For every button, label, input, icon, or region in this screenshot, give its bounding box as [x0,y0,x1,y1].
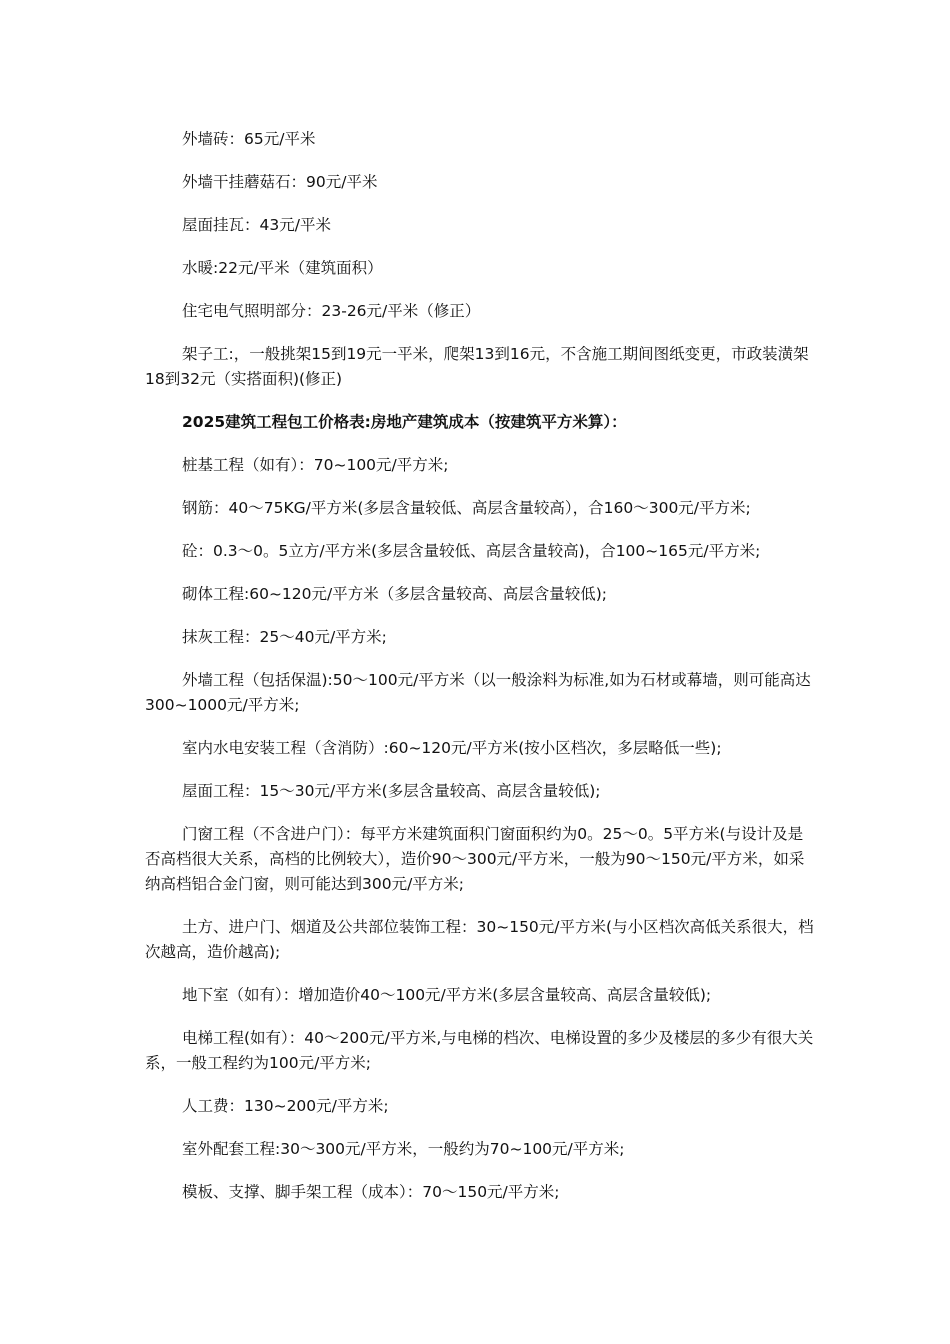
paragraph-doors-windows: 门窗工程（不含进户门）：每平方米建筑面积门窗面积约为0。25～0。5平方米(与设计及是否高档很大关系，高档的比例较大），造价90～300元/平方米，一般为90～150元/平方米，如采纳高档铝合金门窗，则可能达到300元/平方米; [145,825,805,893]
paragraph-roofing: 屋面工程：15～30元/平方米(多层含量较高、高层含量较低); [182,782,601,800]
paragraph-rebar: 钢筋：40～75KG/平方米(多层含量较低、高层含量较高），合160～300元/平方米; [182,499,751,517]
paragraph-pile-foundation: 桩基工程（如有）：70~100元/平方米; [182,456,449,474]
paragraph-exterior-wall: 外墙工程（包括保温):50～100元/平方米（以一般涂料为标准,如为石材或幕墙，则可能高达300~1000元/平方米; [145,671,811,714]
document-body [145,127,817,1223]
paragraph-electrical-lighting: 住宅电气照明部分：23-26元/平米（修正） [182,302,481,320]
paragraph-masonry: 砌体工程:60~120元/平方米（多层含量较高、高层含量较低); [182,585,608,603]
paragraph-exterior-tile: 外墙砖：65元/平米 [182,130,316,148]
paragraph-labor-cost: 人工费：130~200元/平方米; [182,1097,389,1115]
paragraph-exterior-stone: 外墙干挂蘑菇石：90元/平米 [182,173,378,191]
paragraph-indoor-utilities: 室内水电安装工程（含消防）:60~120元/平方米(按小区档次，多层略低一些); [182,739,722,757]
paragraph-basement: 地下室（如有）：增加造价40～100元/平方米(多层含量较高、高层含量较低); [182,986,712,1004]
paragraph-plastering: 抹灰工程：25～40元/平方米; [182,628,387,646]
paragraph-roof-tile: 屋面挂瓦：43元/平米 [182,216,331,234]
paragraph-plumbing-heating: 水暖:22元/平米（建筑面积） [182,259,383,277]
paragraph-concrete: 砼：0.3～0。5立方/平方米(多层含量较低、高层含量较高)，合100~165元/平方米; [182,542,761,560]
paragraph-outdoor-facilities: 室外配套工程:30～300元/平方米，一般约为70~100元/平方米; [182,1140,625,1158]
paragraph-earthwork-decoration: 土方、进户门、烟道及公共部位装饰工程：30~150元/平方米(与小区档次高低关系很大，档次越高，造价越高); [145,918,814,961]
paragraph-scaffolding-labor: 架子工:，一般挑架15到19元一平米，爬架13到16元，不含施工期间图纸变更，市政装潢架18到32元（实搭面积)(修正) [145,345,809,388]
paragraph-formwork: 模板、支撑、脚手架工程（成本）：70～150元/平方米; [182,1183,560,1201]
paragraph-elevator: 电梯工程(如有）：40～200元/平方米,与电梯的档次、电梯设置的多少及楼层的多少有很大关系，一般工程约为100元/平方米; [145,1029,814,1072]
section-heading: 2025建筑工程包工价格表:房地产建筑成本（按建筑平方米算）： [182,413,627,431]
